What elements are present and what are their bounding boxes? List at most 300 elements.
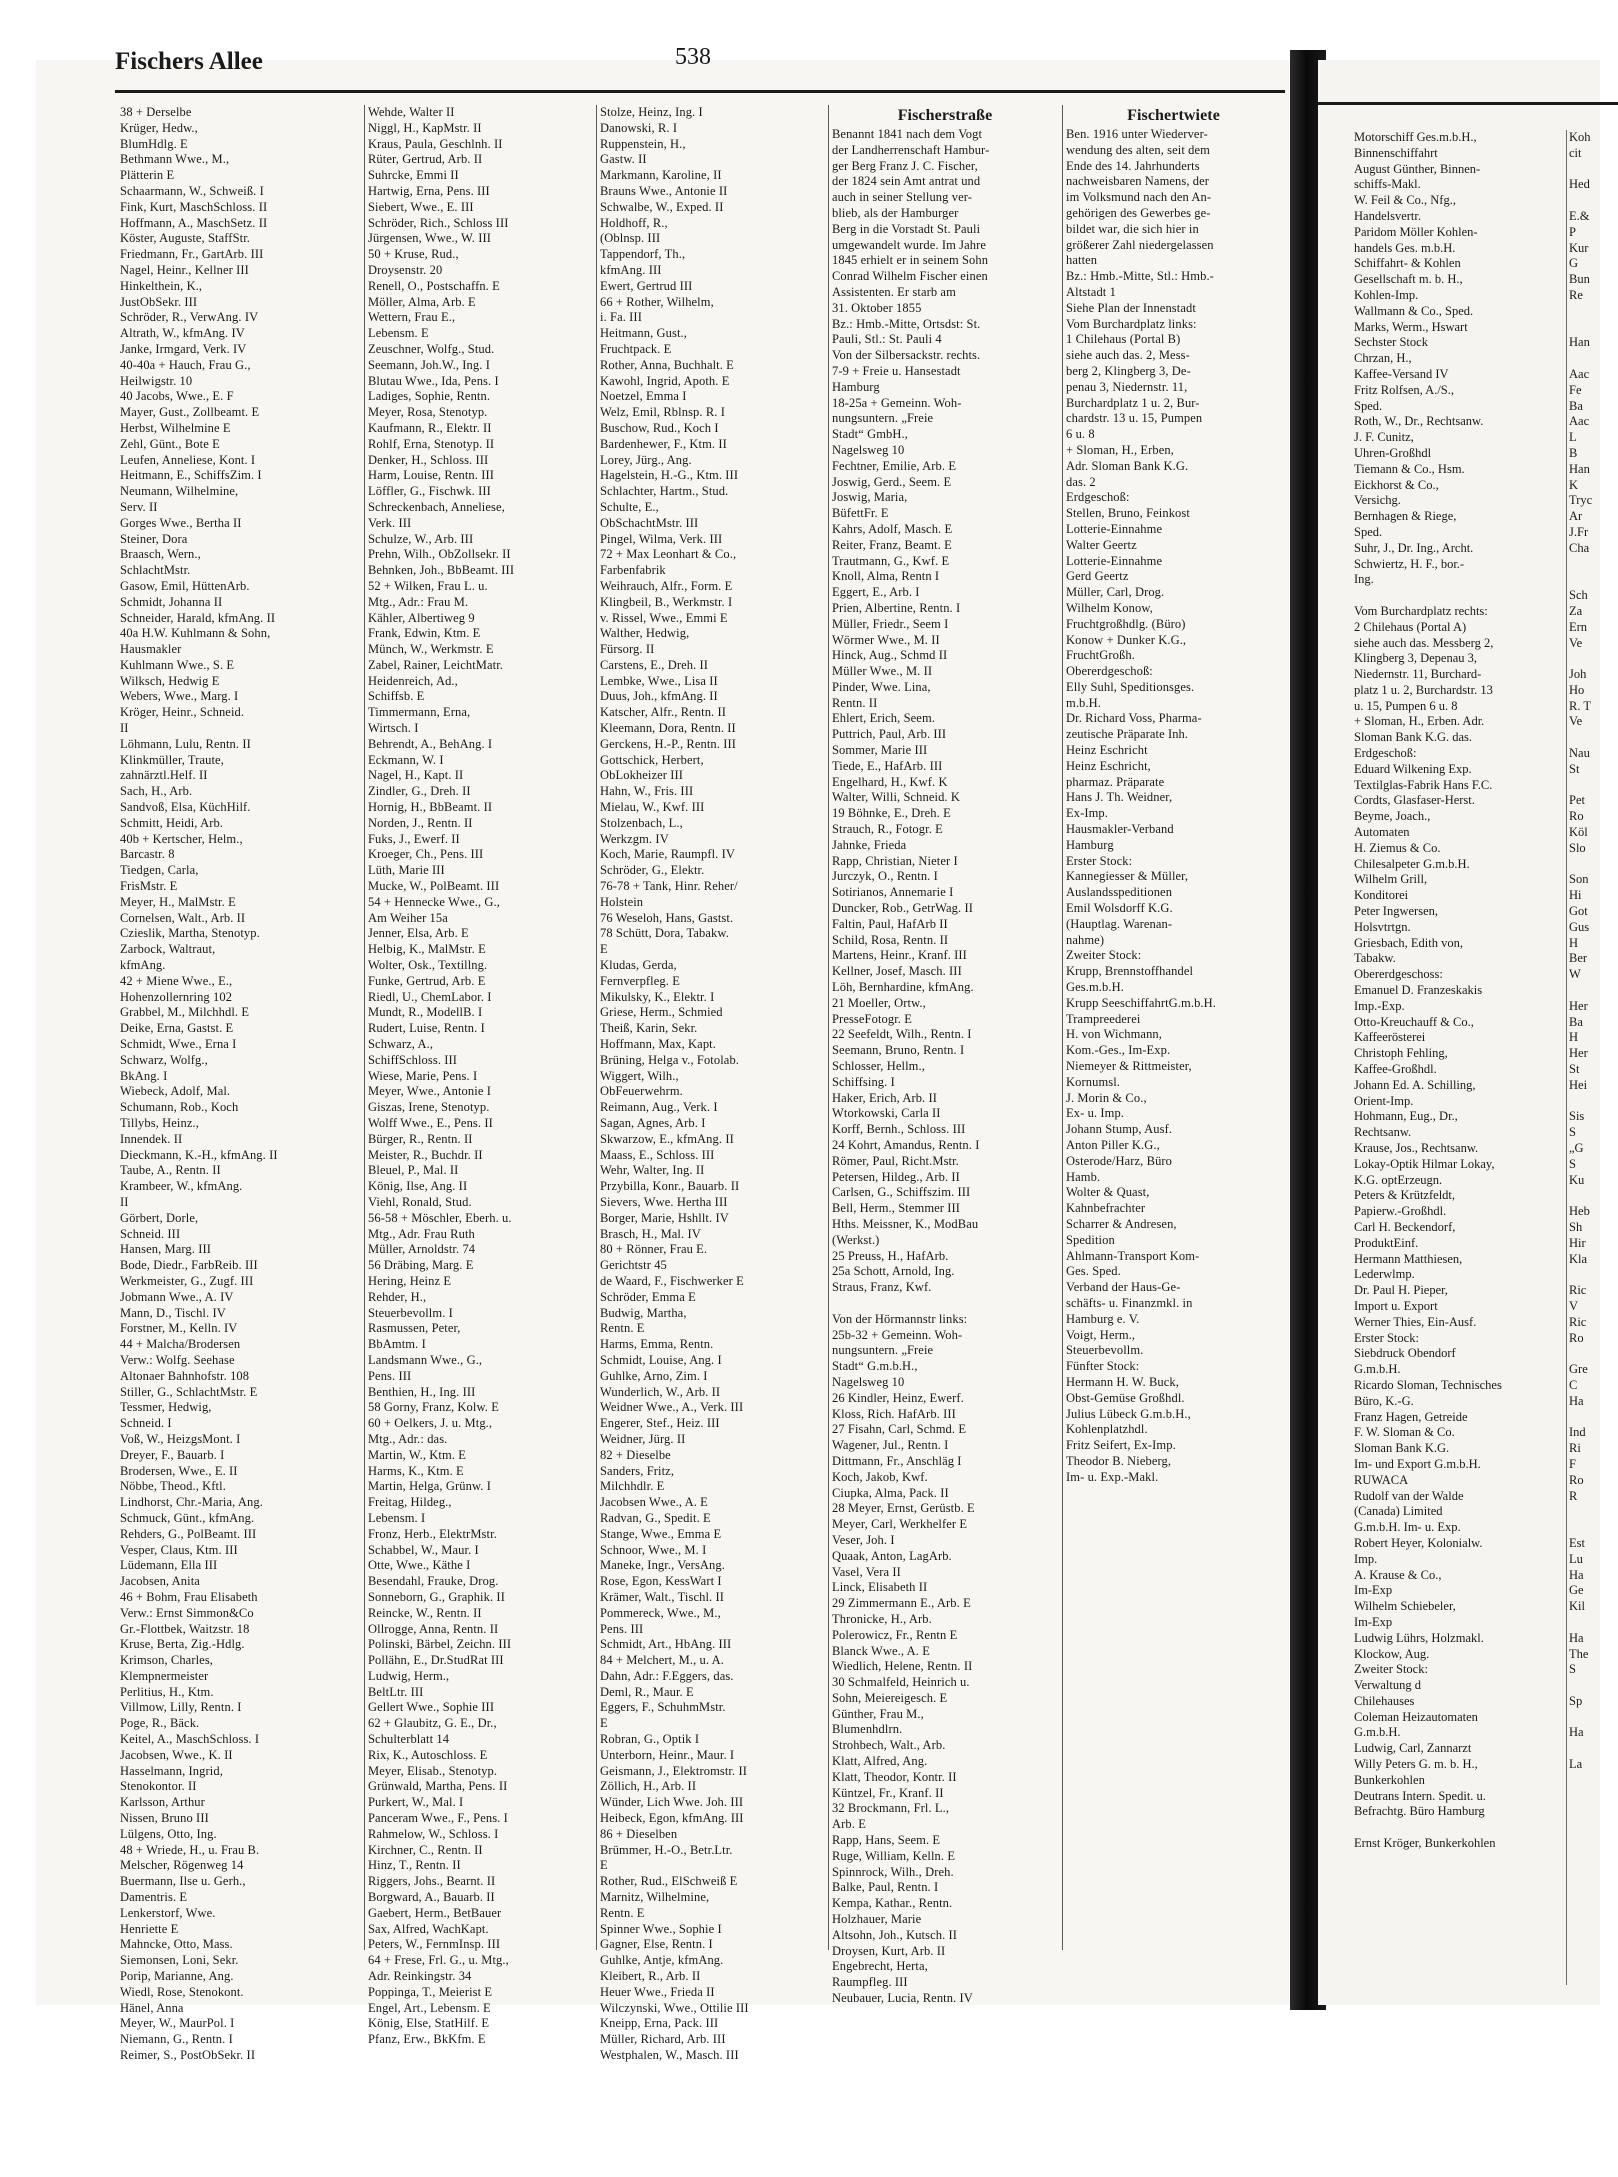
directory-line: Guhlke, Arno, Zim. I — [600, 1368, 708, 1383]
directory-line: Hths. Meissner, K., ModBau — [832, 1216, 979, 1231]
directory-line: Lüth, Marie III — [368, 863, 445, 878]
directory-line: Jobmann Wwe., A. IV — [120, 1289, 234, 1304]
directory-line: Meyer, W., MaurPol. I — [120, 2016, 235, 2031]
directory-line: Wünder, Lich Wwe. Joh. III — [600, 1795, 744, 1810]
directory-line: Krüger, Hedw., — [120, 120, 198, 135]
directory-line: Chilehauses — [1354, 1693, 1415, 1708]
column-1 — [120, 105, 360, 2063]
directory-line: Poppinga, T., Meierist E — [368, 1984, 493, 1999]
directory-line: Schmidt, Johanna II — [120, 594, 223, 609]
directory-line: Schröder, R., VerwAng. IV — [120, 310, 259, 325]
directory-line: Kaffee-Großhdl. — [1354, 1062, 1437, 1077]
directory-line: Thronicke, H., Arb. — [832, 1611, 932, 1626]
directory-line: Altsohn, Joh., Kutsch. II — [832, 1927, 958, 1942]
directory-line: Engel, Art., Lebensm. E — [368, 2000, 491, 2015]
directory-line: Blanck Wwe., A. E — [832, 1643, 930, 1658]
directory-line: Schnoor, Wwe., M. I — [600, 1542, 707, 1557]
directory-line: Büro, K.-G. — [1354, 1393, 1414, 1408]
directory-line: Gorges Wwe., Bertha II — [120, 515, 242, 530]
directory-line: Hermann H. W. Buck, — [1066, 1374, 1179, 1389]
directory-line: Griese, Herm., Schmied — [600, 1005, 723, 1020]
directory-line: Erdgeschoß: — [1066, 490, 1130, 505]
directory-line: Stellen, Bruno, Feinkost — [1066, 506, 1190, 521]
directory-line: Wilksch, Hedwig E — [120, 673, 220, 688]
directory-line: Nagel, Heinr., Kellner III — [120, 262, 249, 277]
directory-line: Eickhorst & Co., — [1354, 477, 1439, 492]
directory-line: Köster, Auguste, StaffStr. — [120, 231, 250, 246]
directory-line: Karlsson, Arthur — [120, 1795, 205, 1810]
directory-line: Franz Hagen, Getreide — [1354, 1409, 1468, 1424]
directory-line: Beyme, Joach., — [1354, 809, 1431, 824]
directory-line: Lebensm. I — [368, 1510, 426, 1525]
directory-line: Wilhelm Konow, — [1066, 600, 1153, 615]
directory-line: Vom Burchardplatz links: — [1066, 316, 1197, 331]
directory-line: Küntzel, Fr., Kranf. II — [832, 1785, 944, 1800]
directory-line: 66 + Rother, Wilhelm, — [600, 294, 714, 309]
directory-line: Ber — [1569, 951, 1588, 966]
directory-line: G.m.b.H. — [1354, 1725, 1401, 1740]
directory-line: Ben. 1916 unter Wiederver- — [1066, 127, 1208, 141]
directory-line: PresseFotogr. E — [832, 1011, 912, 1026]
directory-line: Klingbeil, B., Werkmstr. I — [600, 594, 733, 609]
directory-line: Keitel, A., MaschSchloss. I — [120, 1732, 260, 1747]
directory-line: R — [1569, 1488, 1578, 1503]
directory-line: Vesper, Claus, Ktm. III — [120, 1542, 238, 1557]
directory-line: Bunkerkohlen — [1354, 1772, 1425, 1787]
directory-line: Gaebert, Herm., BetBauer — [368, 1905, 502, 1920]
directory-line: Joh — [1569, 667, 1587, 682]
directory-line: Kahrs, Adolf, Masch. E — [832, 521, 953, 536]
directory-line: Schmuck, Günt., kfmAng. — [120, 1510, 255, 1525]
directory-line: Voß, W., HeizgsMont. I — [120, 1431, 241, 1446]
directory-line: Ciupka, Alma, Pack. II — [832, 1485, 949, 1500]
directory-line: Nau — [1569, 746, 1590, 761]
directory-line — [1569, 1094, 1599, 1110]
directory-line: kfmAng. — [120, 958, 166, 973]
directory-line — [1569, 304, 1599, 320]
directory-line: Hamburg — [832, 379, 880, 394]
directory-line: Sh — [1569, 1219, 1583, 1234]
directory-line: 52 + Wilken, Frau L. u. — [368, 578, 488, 593]
directory-line: Otto-Kreuchauff & Co., — [1354, 1014, 1474, 1029]
directory-line: Lembke, Wwe., Lisa II — [600, 673, 718, 688]
directory-line: Eckmann, W. I — [368, 752, 444, 767]
directory-line — [1569, 1741, 1599, 1757]
directory-line: Mayer, Gust., Zollbeamt. E — [120, 405, 260, 420]
directory-line: 48 + Wriede, H., u. Frau B. — [120, 1842, 260, 1857]
directory-line: Henriette E — [120, 1921, 179, 1936]
directory-line: Perlitius, H., Ktm. — [120, 1684, 214, 1699]
directory-line: SchlachtMstr. — [120, 563, 191, 578]
directory-line: Sandvoß, Elsa, KüchHilf. — [120, 800, 251, 815]
directory-line: Stange, Wwe., Emma E — [600, 1526, 722, 1541]
directory-line: Schlachter, Hartm., Stud. — [600, 484, 729, 499]
directory-line: Import u. Export — [1354, 1298, 1438, 1313]
directory-line: Wunderlich, W., Arb. II — [600, 1384, 721, 1399]
directory-line: Schaarmann, W., Schweiß. I — [120, 183, 264, 198]
column-divider — [828, 105, 829, 1950]
directory-line: Helbig, K., MalMstr. E — [368, 942, 486, 957]
directory-line: Sax, Alfred, WachKapt. — [368, 1921, 489, 1936]
directory-line: Kaffee-Versand IV — [1354, 366, 1449, 381]
directory-line: Son — [1569, 872, 1589, 887]
directory-line: Fechtner, Emilie, Arb. E — [832, 458, 957, 473]
directory-line: Gre — [1569, 1362, 1588, 1377]
directory-line: Wilczynski, Wwe., Ottilie III — [600, 2000, 749, 2015]
directory-line: K.G. optErzeugn. — [1354, 1172, 1443, 1187]
directory-line: Werkmeister, G., Zugf. III — [120, 1273, 254, 1288]
directory-line: Tryc — [1569, 493, 1593, 508]
directory-line: Suhrcke, Emmi II — [368, 168, 459, 183]
directory-line: Theodor B. Nieberg, — [1066, 1453, 1172, 1468]
directory-line: Weidner, Jürg. II — [600, 1431, 686, 1446]
directory-line: Jurczyk, O., Rentn. I — [832, 869, 938, 884]
directory-line: Taube, A., Rentn. II — [120, 1163, 221, 1178]
directory-line: Ro — [1569, 1472, 1584, 1487]
directory-line: RUWACA — [1354, 1472, 1409, 1487]
directory-line: Im-Exp — [1354, 1614, 1393, 1629]
directory-line: Ex-Imp. — [1066, 806, 1109, 821]
directory-line: Ge — [1569, 1583, 1584, 1598]
directory-line: Hir — [1569, 1235, 1586, 1250]
directory-line: Textilglas-Fabrik Hans F.C. — [1354, 777, 1493, 792]
directory-line: G.m.b.H. Im- u. Exp. — [1354, 1520, 1461, 1535]
directory-line — [1569, 1710, 1599, 1726]
directory-line: 25b-32 + Gemeinn. Woh- — [832, 1327, 963, 1342]
directory-line: Löffler, G., Fischwk. III — [368, 484, 491, 499]
directory-line: Mann, D., Tischl. IV — [120, 1305, 226, 1320]
directory-line: Altrath, W., kfmAng. IV — [120, 326, 245, 341]
directory-line: Villmow, Lilly, Rentn. I — [120, 1700, 242, 1715]
directory-line: Schmidt, Louise, Ang. I — [600, 1352, 722, 1367]
directory-line: Heidenreich, Ad., — [368, 673, 458, 688]
directory-line: 28 Meyer, Ernst, Gerüstb. E — [832, 1501, 975, 1516]
directory-line: Siebert, Wwe., E. III — [368, 199, 474, 214]
directory-line: Wtorkowski, Carla II — [832, 1106, 941, 1121]
directory-line: Ende des 14. Jahrhunderts — [1066, 158, 1200, 173]
column-5-fischertwiete — [1066, 105, 1281, 1960]
directory-line: nachweisbaren Namens, der — [1066, 174, 1210, 189]
directory-line: Wolff Wwe., E., Pens. II — [368, 1116, 493, 1130]
directory-line: Griesbach, Edith von, — [1354, 935, 1464, 950]
directory-line: Wiese, Marie, Pens. I — [368, 1068, 478, 1083]
directory-line: Mtg., Adr.: das. — [368, 1431, 448, 1446]
directory-line: Sievers, Wwe. Hertha III — [600, 1194, 728, 1209]
directory-line: Jahnke, Frieda — [832, 837, 907, 852]
directory-line: H. Ziemus & Co. — [1354, 840, 1441, 855]
directory-line: Got — [1569, 904, 1588, 919]
directory-line — [1354, 588, 1559, 604]
directory-line: Maneke, Ingr., VersAng. — [600, 1558, 725, 1573]
directory-line: Schulte, E., — [600, 499, 659, 514]
right-page-header-rule — [1318, 102, 1618, 105]
directory-line: 19 Böhnke, E., Dreh. E — [832, 806, 951, 821]
directory-line: Brodersen, Wwe., E. II — [120, 1463, 238, 1478]
directory-line: Eggers, F., SchuhmMstr. — [600, 1700, 726, 1715]
directory-line: Kneipp, Erna, Pack. III — [600, 2016, 719, 2031]
directory-line: Grabbel, M., Milchhdl. E — [120, 1005, 250, 1020]
directory-line: Ladiges, Sophie, Rentn. — [368, 389, 491, 404]
directory-line: Schröder, Rich., Schloss III — [368, 215, 509, 230]
directory-line: Steuerbevollm. I — [368, 1305, 453, 1320]
directory-line: JustObSekr. III — [120, 294, 198, 309]
directory-line: Poge, R., Bäck. — [120, 1716, 200, 1731]
directory-line: Martens, Heinr., Kranf. III — [832, 948, 967, 963]
directory-line: Her — [1569, 998, 1588, 1013]
directory-line: Löh, Bernhardine, kfmAng. — [832, 980, 974, 995]
directory-line: Raumpfleg. III — [832, 1975, 908, 1990]
directory-line: Dreyer, F., Bauarb. I — [120, 1447, 225, 1462]
directory-line: Seemann, Bruno, Rentn. I — [832, 1043, 965, 1058]
directory-line: J. F. Cunitz, — [1354, 430, 1414, 445]
directory-line: Barcastr. 8 — [120, 847, 175, 862]
directory-line: Kaufmann, R., Elektr. II — [368, 420, 492, 435]
directory-line: Cornelsen, Walt., Arb. II — [120, 910, 246, 925]
directory-line: Pinder, Wwe. Lina, — [832, 679, 931, 694]
directory-line: Benannt 1841 nach dem Vogt — [832, 127, 983, 141]
directory-line: 25 Preuss, H., HafArb. — [832, 1248, 949, 1263]
directory-line: Stadt“ GmbH., — [832, 427, 908, 442]
directory-line: Kuhlmann Wwe., S. E — [120, 657, 235, 672]
directory-line: St — [1569, 761, 1580, 776]
directory-line: Ges.m.b.H. — [1066, 980, 1124, 995]
directory-line: 31. Oktober 1855 — [832, 300, 922, 315]
directory-line: Fronz, Herb., ElektrMstr. — [368, 1526, 497, 1541]
directory-line: Hohenzollernring 102 — [120, 989, 233, 1004]
directory-line: Schneider, Harald, kfmAng. II — [120, 610, 276, 625]
directory-line: Hans J. Th. Weidner, — [1066, 790, 1173, 805]
directory-line: Kirchner, C., Rentn. II — [368, 1842, 483, 1857]
directory-line: Engerer, Stef., Heiz. III — [600, 1416, 720, 1431]
directory-line: Holzhauer, Marie — [832, 1912, 922, 1927]
directory-line: Adr. Reinkingstr. 34 — [368, 1969, 472, 1984]
directory-line — [1569, 320, 1599, 336]
directory-line: Müller, Carl, Drog. — [1066, 585, 1165, 600]
directory-line — [1569, 1267, 1599, 1283]
directory-line: 42 + Miene Wwe., E., — [120, 973, 233, 988]
directory-line: Fritz Rolfsen, A./S., — [1354, 382, 1455, 397]
directory-line: Schild, Rosa, Rentn. II — [832, 932, 949, 947]
directory-line: Müller Wwe., M. II — [832, 664, 933, 679]
directory-line: The — [1569, 1646, 1589, 1661]
directory-line: Von der Silbersackstr. rechts. — [832, 348, 981, 363]
directory-line: J.Fr — [1569, 524, 1589, 539]
directory-line: Norden, J., Rentn. II — [368, 815, 473, 830]
directory-line: Strauch, R., Fotogr. E — [832, 822, 943, 837]
directory-line: Krause, Jos., Rechtsanw. — [1354, 1141, 1479, 1155]
directory-line: Erster Stock: — [1354, 1330, 1419, 1345]
directory-line: Harm, Louise, Rentn. III — [368, 468, 494, 483]
directory-line: blieb, als der Hamburger — [832, 205, 959, 220]
page-header — [115, 38, 1285, 93]
directory-line — [1569, 983, 1599, 999]
directory-line: Droysen, Kurt, Arb. II — [832, 1943, 946, 1958]
directory-line: Kom.-Ges., Im-Exp. — [1066, 1043, 1171, 1058]
directory-line: Ex- u. Imp. — [1066, 1106, 1125, 1121]
directory-line: Ro — [1569, 1330, 1584, 1345]
directory-line: 80 + Rönner, Frau E. — [600, 1242, 708, 1257]
directory-line: Sechster Stock — [1354, 335, 1428, 350]
directory-line: Altonaer Bahnhofstr. 108 — [120, 1368, 250, 1383]
directory-line: 6 u. 8 — [1066, 427, 1095, 442]
directory-line: Rapp, Christian, Nieter I — [832, 853, 958, 868]
directory-line: Rother, Rud., ElSchweiß E — [600, 1874, 738, 1889]
directory-line: Berg in die Vorstadt St. Pauli — [832, 221, 981, 236]
directory-line: Verwaltung d — [1354, 1678, 1421, 1693]
directory-line: Im-Exp — [1354, 1583, 1393, 1598]
directory-line: Lorey, Jürg., Ang. — [600, 452, 692, 467]
directory-line: La — [1569, 1757, 1583, 1772]
directory-line: Ha — [1569, 1630, 1584, 1645]
directory-line: 30 Schmalfeld, Heinrich u. — [832, 1675, 970, 1690]
directory-line: Heuer Wwe., Frieda II — [600, 1984, 715, 1999]
directory-line: Borgward, A., Bauarb. II — [368, 1890, 495, 1905]
directory-line: Sped. — [1354, 524, 1383, 539]
directory-line: Fink, Kurt, MaschSchloss. II — [120, 199, 268, 214]
directory-line: Papierw.-Großhdl. — [1354, 1204, 1447, 1219]
directory-line: Wirtsch. I — [368, 721, 419, 736]
directory-line: Bell, Herm., Stemmer III — [832, 1201, 961, 1216]
directory-line: Landsmann Wwe., G., — [368, 1352, 483, 1367]
directory-line: Noetzel, Emma I — [600, 389, 687, 404]
directory-line: Ludwig Lührs, Holzmakl. — [1354, 1630, 1484, 1645]
directory-line: Aac — [1569, 366, 1590, 381]
column-3 — [600, 105, 825, 2063]
directory-line: Tiemann & Co., Hsm. — [1354, 461, 1465, 476]
directory-line: 44 + Malcha/Brodersen — [120, 1337, 241, 1352]
directory-line: Polinski, Bärbel, Zeichn. III — [368, 1637, 512, 1652]
directory-line: der 1824 sein Amt antrat und — [832, 174, 981, 189]
directory-line: Hagelstein, H.-G., Ktm. III — [600, 468, 739, 483]
directory-line: Eduard Wilkening Exp. — [1354, 761, 1472, 776]
directory-line: Behrendt, A., BehAng. I — [368, 736, 493, 751]
directory-line: Schwarz, A., — [368, 1037, 434, 1052]
directory-line: Heinz Eschricht, — [1066, 758, 1151, 773]
directory-line: Altstadt 1 — [1066, 284, 1116, 299]
directory-line: Motorschiff Ges.m.b.H., — [1354, 130, 1477, 144]
directory-line: Ri — [1569, 1441, 1581, 1456]
directory-line: Heitmann, Gust., — [600, 326, 688, 341]
directory-line: „G — [1569, 1141, 1584, 1155]
directory-line: Wallmann & Co., Sped. — [1354, 303, 1474, 318]
directory-line: Hahn, W., Fris. III — [600, 784, 694, 799]
directory-line: Hamburg — [1066, 837, 1114, 852]
directory-line: Ve — [1569, 714, 1583, 729]
directory-line: Veser, Joh. I — [832, 1532, 895, 1547]
directory-line: Jacobsen Wwe., A. E — [600, 1495, 708, 1510]
directory-line: 40a H.W. Kuhlmann & Sohn, — [120, 626, 271, 641]
directory-line: Brüning, Helga v., Fotolab. — [600, 1052, 740, 1067]
directory-line: Prehn, Wilh., ObZollsekr. II — [368, 547, 511, 562]
directory-line: Dittmann, Fr., Anschläg I — [832, 1453, 962, 1468]
directory-line: Verband der Haus-Ge- — [1066, 1280, 1181, 1295]
directory-line: Kornumsl. — [1066, 1074, 1121, 1089]
directory-line: Seemann, Joh.W., Ing. I — [368, 357, 490, 372]
directory-line: Meyer, Rosa, Stenotyp. — [368, 405, 488, 420]
directory-line: Sloman Bank K.G. — [1354, 1441, 1450, 1456]
directory-line: Riggers, Johs., Bearnt. II — [368, 1874, 496, 1889]
directory-line: G — [1569, 256, 1579, 271]
directory-line: Benthien, H., Ing. III — [368, 1384, 476, 1399]
directory-line: Fürsorg. II — [600, 642, 655, 657]
directory-line: Wilhelm Schiebeler, — [1354, 1599, 1456, 1614]
directory-line: Schneid. III — [120, 1226, 181, 1241]
directory-line: Wehde, Walter II — [368, 105, 455, 119]
directory-line: Kil — [1569, 1599, 1585, 1614]
directory-line: siehe auch das. Messberg 2, — [1354, 635, 1494, 650]
directory-line: Est — [1569, 1535, 1585, 1550]
directory-line: E — [600, 1858, 608, 1873]
directory-line: Günther, Frau M., — [832, 1706, 924, 1721]
directory-line: Gastw. II — [600, 152, 647, 167]
directory-line: Carlsen, G., Schiffszim. III — [832, 1185, 971, 1200]
directory-line: penau 3, Niedernstr. 11, — [1066, 379, 1188, 394]
directory-line: (Hauptlag. Warenan- — [1066, 916, 1173, 931]
directory-line: umgewandelt wurde. Im Jahre — [832, 237, 987, 252]
directory-line: Ro — [1569, 809, 1584, 824]
directory-line: Köl — [1569, 825, 1588, 840]
directory-line: Tiede, E., HafArb. III — [832, 758, 943, 773]
directory-line: Kur — [1569, 240, 1589, 255]
directory-line: Besendahl, Frauke, Drog. — [368, 1574, 499, 1589]
directory-line: Hansen, Marg. III — [120, 1242, 212, 1257]
directory-line: de Waard, F., Fischwerker E — [600, 1273, 744, 1288]
directory-line: Robert Heyer, Kolonialw. — [1354, 1535, 1483, 1550]
directory-line: R. T — [1569, 698, 1591, 713]
directory-line: Anton Piller K.G., — [1066, 1138, 1160, 1152]
directory-line: Schiffahrt- & Kohlen — [1354, 256, 1461, 271]
directory-line: Lebensm. E — [368, 326, 429, 341]
directory-line: Dieckmann, K.-H., kfmAng. II — [120, 1147, 278, 1162]
directory-line: Denker, H., Schloss. III — [368, 452, 489, 467]
directory-line: Im- u. Exp.-Makl. — [1066, 1469, 1159, 1484]
directory-line: Klingberg 3, Depenau 3, — [1354, 651, 1478, 666]
directory-line: Befrachtg. Büro Hamburg — [1354, 1804, 1485, 1819]
directory-line: Dahn, Adr.: F.Eggers, das. — [600, 1668, 734, 1683]
directory-line — [1569, 162, 1599, 178]
directory-line: Kohlen-Imp. — [1354, 287, 1419, 302]
directory-line: Wiggert, Wilh., — [600, 1068, 679, 1083]
directory-line: Ges. Sped. — [1066, 1264, 1121, 1279]
directory-line: Lindhorst, Chr.-Maria, Ang. — [120, 1495, 263, 1510]
directory-line: Auslandsspeditionen — [1066, 885, 1173, 900]
directory-line: Neumann, Wilhelmine, — [120, 484, 239, 499]
directory-line: 27 Fisahn, Carl, Schmd. E — [832, 1422, 967, 1437]
directory-line: Robran, G., Optik I — [600, 1732, 700, 1747]
directory-line: Klockow, Aug. — [1354, 1646, 1430, 1661]
directory-line: Werkzgm. IV — [600, 831, 669, 846]
directory-line: 86 + Dieselben — [600, 1826, 678, 1841]
directory-line: Bun — [1569, 272, 1590, 287]
directory-line: 7-9 + Freie u. Hansestadt — [832, 363, 961, 378]
directory-line: Lenkerstorf, Wwe. — [120, 1905, 216, 1920]
directory-line: Ahlmann-Transport Kom- — [1066, 1248, 1200, 1263]
column-4-fischerstrasse — [832, 105, 1058, 2006]
directory-line: Münch, W., Werkmstr. E — [368, 642, 494, 657]
directory-line: Duncker, Rob., GetrWag. II — [832, 901, 973, 916]
directory-line: Emil Wolsdorff K.G. — [1066, 901, 1173, 916]
directory-line: Erdgeschoß: — [1354, 746, 1417, 761]
directory-line: Guhlke, Antje, kfmAng. — [600, 1953, 724, 1968]
directory-line — [1569, 730, 1599, 746]
directory-line: C — [1569, 1377, 1578, 1392]
directory-line: Gellert Wwe., Sophie III — [368, 1700, 495, 1715]
directory-line: G.m.b.H. — [1354, 1362, 1401, 1377]
directory-line: Pfanz, Erw., BkKfm. E — [368, 2032, 486, 2047]
directory-line: ObLokheizer III — [600, 768, 684, 783]
directory-line: Ha — [1569, 1567, 1584, 1582]
directory-line: August Günther, Binnen- — [1354, 161, 1481, 176]
